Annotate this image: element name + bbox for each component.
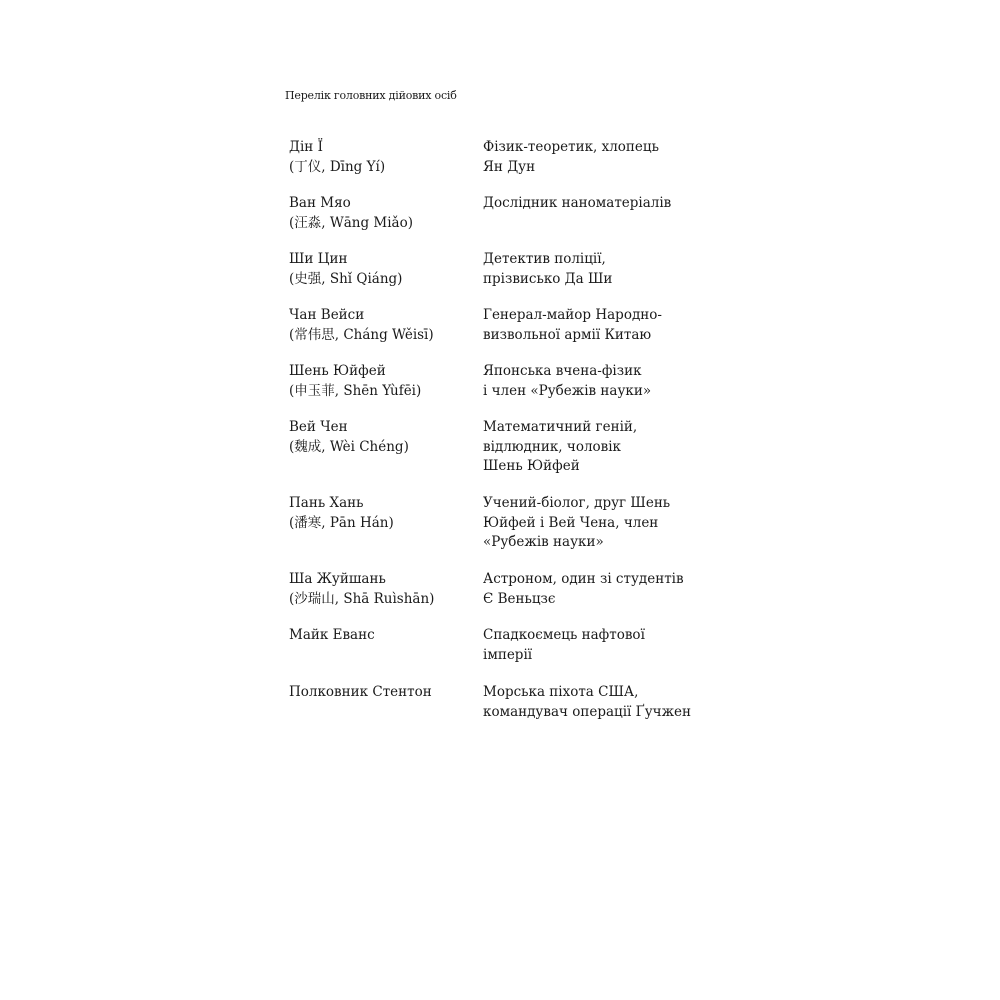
- description-line: відлюдник, чоловік: [483, 438, 621, 455]
- character-name-cell: [289, 138, 469, 177]
- character-description-cell: [483, 362, 743, 401]
- character-name: Дін Ї: [289, 139, 323, 155]
- character-original-name: (申玉菲, Shēn Yùfēi): [289, 382, 422, 399]
- description-line: прізвисько Да Ши: [483, 270, 613, 287]
- description-line: Детектив поліції,: [483, 251, 606, 267]
- character-name-cell: [289, 418, 469, 457]
- character-name: Вей Чен: [289, 419, 348, 435]
- character-name-cell: [289, 494, 469, 533]
- character-description-cell: [483, 570, 743, 609]
- description-line: Японська вчена-фізик: [483, 363, 642, 379]
- character-description-cell: [483, 194, 743, 214]
- description-line: командувач операції Ґучжен: [483, 703, 691, 720]
- character-description-cell: [483, 138, 743, 177]
- description-line: Астроном, один зі студентів: [483, 571, 684, 587]
- page-title: Перелік головних дійових осіб: [285, 89, 457, 102]
- character-name: Ван Мяо: [289, 195, 351, 211]
- character-name-cell: [289, 194, 469, 233]
- description-line: Математичний геній,: [483, 419, 638, 435]
- character-description-cell: [483, 418, 743, 477]
- character-name: Полковник Стентон: [289, 684, 432, 700]
- description-line: Учений-біолог, друг Шень: [483, 495, 671, 511]
- description-line: визвольної армії Китаю: [483, 326, 652, 343]
- character-name: Ша Жуйшань: [289, 571, 386, 587]
- description-line: Фізик-теоретик, хлопець: [483, 139, 659, 155]
- description-line: Дослідник наноматеріалів: [483, 195, 672, 211]
- character-original-name: (魏成, Wèi Chéng): [289, 438, 409, 455]
- character-name-cell: [289, 683, 469, 703]
- character-name-cell: [289, 306, 469, 345]
- character-name: Ши Цин: [289, 251, 348, 267]
- description-line: і член «Рубежів науки»: [483, 382, 652, 399]
- character-original-name: (常伟思, Cháng Wěisī): [289, 326, 434, 343]
- description-line: Генерал-майор Народно-: [483, 307, 662, 323]
- character-description-cell: [483, 306, 743, 345]
- character-original-name: (沙瑞山, Shā Ruìshān): [289, 590, 435, 607]
- character-description-cell: [483, 250, 743, 289]
- description-line: «Рубежів науки»: [483, 534, 604, 550]
- character-name: Шень Юйфей: [289, 363, 386, 379]
- description-line: імперії: [483, 646, 533, 663]
- character-name-cell: [289, 362, 469, 401]
- character-name: Чан Вейси: [289, 307, 365, 323]
- character-description-cell: [483, 683, 743, 722]
- character-original-name: (丁仪, Dīng Yí): [289, 158, 386, 175]
- character-original-name: (潘寒, Pān Hán): [289, 514, 394, 531]
- character-original-name: (汪淼, Wāng Miǎo): [289, 214, 413, 231]
- character-name: Майк Еванс: [289, 627, 375, 643]
- character-name: Пань Хань: [289, 495, 364, 511]
- character-original-name: (史强, Shǐ Qiáng): [289, 270, 403, 287]
- character-name-cell: [289, 250, 469, 289]
- description-line: Юйфей і Вей Чена, член: [483, 514, 659, 531]
- description-line: Шень Юйфей: [483, 458, 580, 474]
- description-line: Морська піхота США,: [483, 684, 639, 700]
- character-name-cell: [289, 570, 469, 609]
- description-line: Є Веньцзє: [483, 590, 556, 607]
- description-line: Ян Дун: [483, 158, 536, 175]
- character-description-cell: [483, 626, 743, 665]
- description-line: Спадкоємець нафтової: [483, 627, 645, 643]
- character-name-cell: [289, 626, 469, 646]
- character-description-cell: [483, 494, 743, 553]
